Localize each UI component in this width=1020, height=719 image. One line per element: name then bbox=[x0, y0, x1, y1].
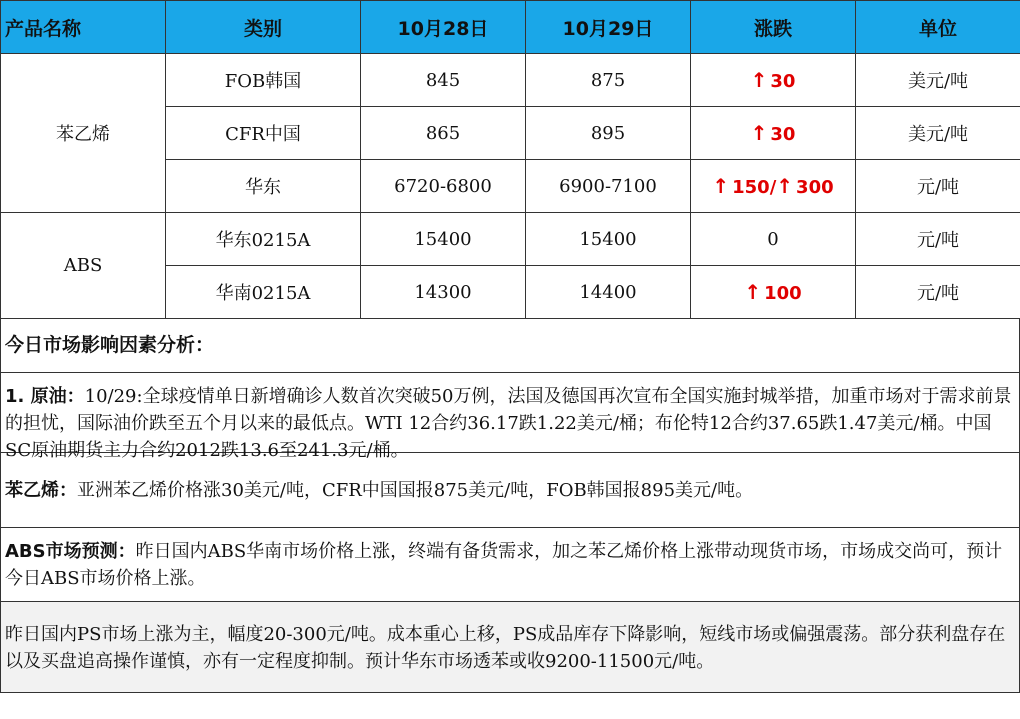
table-row bbox=[1, 54, 1020, 107]
cell-oct29: 895 bbox=[526, 107, 691, 160]
up-arrow-icon: ↑ bbox=[776, 174, 794, 198]
header-row bbox=[1, 1, 1020, 54]
cell-unit: 美元/吨 bbox=[856, 107, 1020, 160]
abs-forecast-text: 昨日国内ABS华南市场价格上涨，终端有备货需求，加之苯乙烯价格上涨带动现货市场，市场成交尚可，预计今日ABS市场价格上涨。 bbox=[5, 541, 1003, 589]
up-arrow-icon: ↑ bbox=[712, 174, 730, 198]
change-value: 300 bbox=[796, 177, 834, 198]
cell-oct28: 845 bbox=[361, 54, 526, 107]
crude-oil-text: 10/29:全球疫情单日新增确诊人数首次突破50万例，法国及德国再次宣布全国实施封城举措，加重市场对于需求前景的担忧，国际油价跌至五个月以来的最低点。WTI 12合约36.17跌1.22美元/桶；布伦特12合约37.65跌1.47美元/桶。中国SC原油期货主力合约2012跌13.6至241.3元/桶。 bbox=[5, 386, 1012, 461]
styrene-label: 苯乙烯： bbox=[5, 479, 77, 501]
cell-unit: 元/吨 bbox=[856, 266, 1020, 319]
cell-unit: 元/吨 bbox=[856, 160, 1020, 213]
cell-unit: 美元/吨 bbox=[856, 54, 1020, 107]
header-unit: 单位 bbox=[856, 1, 1020, 54]
cell-category: CFR中国 bbox=[166, 107, 361, 160]
product-styrene: 苯乙烯 bbox=[1, 54, 166, 213]
cell-category: 华南0215A bbox=[166, 266, 361, 319]
cell-category: FOB韩国 bbox=[166, 54, 361, 107]
cell-change bbox=[691, 160, 856, 213]
crude-oil-label: 1. 原油： bbox=[5, 386, 85, 407]
up-arrow-icon: ↑ bbox=[744, 280, 762, 304]
abs-forecast-paragraph bbox=[0, 528, 1020, 602]
header-oct29: 10月29日 bbox=[526, 1, 691, 54]
change-value: 100 bbox=[764, 283, 802, 304]
analysis-title: 今日市场影响因素分析： bbox=[0, 319, 1020, 373]
styrene-text: 亚洲苯乙烯价格涨30美元/吨，CFR中国国报875美元/吨，FOB韩国报895美元/吨。 bbox=[77, 479, 754, 501]
cell-change: 0 bbox=[691, 213, 856, 266]
cell-category: 华东0215A bbox=[166, 213, 361, 266]
cell-oct28: 865 bbox=[361, 107, 526, 160]
cell-oct28: 6720-6800 bbox=[361, 160, 526, 213]
cell-change bbox=[691, 107, 856, 160]
cell-category: 华东 bbox=[166, 160, 361, 213]
cell-oct29: 875 bbox=[526, 54, 691, 107]
ps-market-paragraph: 昨日国内PS市场上涨为主，幅度20-300元/吨。成本重心上移，PS成品库存下降影响，短线市场或偏强震荡。部分获利盘存在以及买盘追高操作谨慎，亦有一定程度抑制。预计华东市场透苯或收9200-11500元/吨。 bbox=[0, 602, 1020, 693]
product-abs: ABS bbox=[1, 213, 166, 319]
change-value: 30 bbox=[770, 71, 796, 92]
styrene-paragraph bbox=[0, 453, 1020, 528]
abs-forecast-label: ABS市场预测： bbox=[5, 541, 136, 562]
up-arrow-icon: ↑ bbox=[750, 121, 768, 145]
cell-oct29: 14400 bbox=[526, 266, 691, 319]
change-value: 150/ bbox=[732, 177, 777, 198]
header-category: 类别 bbox=[166, 1, 361, 54]
change-value: 30 bbox=[770, 124, 796, 145]
cell-oct28: 15400 bbox=[361, 213, 526, 266]
cell-oct28: 14300 bbox=[361, 266, 526, 319]
cell-change bbox=[691, 266, 856, 319]
cell-change bbox=[691, 54, 856, 107]
price-table bbox=[0, 0, 1020, 319]
header-change: 涨跌 bbox=[691, 1, 856, 54]
header-product: 产品名称 bbox=[1, 1, 166, 54]
table-row bbox=[1, 213, 1020, 266]
cell-oct29: 15400 bbox=[526, 213, 691, 266]
cell-unit: 元/吨 bbox=[856, 213, 1020, 266]
up-arrow-icon: ↑ bbox=[750, 68, 768, 92]
crude-oil-paragraph bbox=[0, 373, 1020, 461]
cell-oct29: 6900-7100 bbox=[526, 160, 691, 213]
header-oct28: 10月28日 bbox=[361, 1, 526, 54]
